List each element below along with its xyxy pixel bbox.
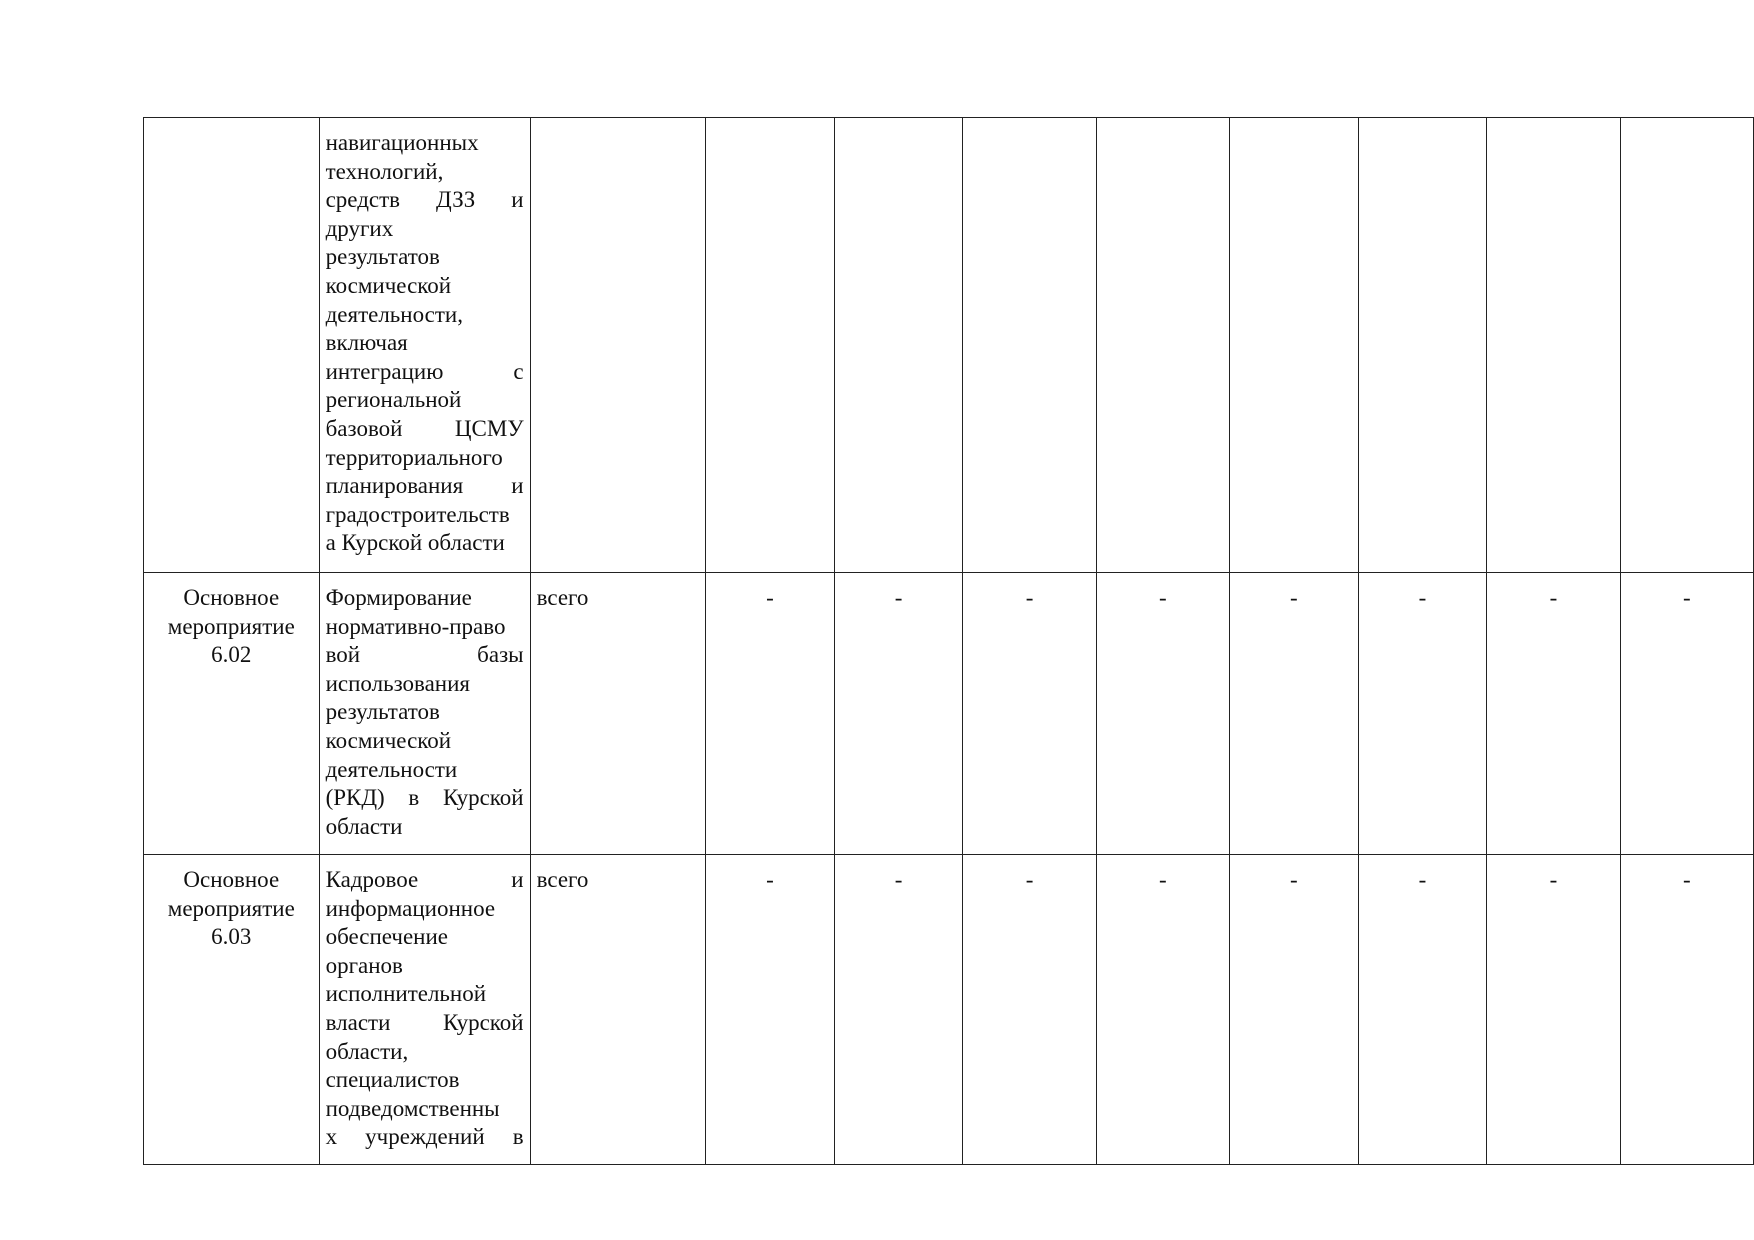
- value-cell: [963, 118, 1096, 573]
- event-name-line: региональной: [325, 387, 462, 413]
- event-name-line: планирования и: [325, 473, 524, 499]
- value-cell: [1487, 118, 1620, 573]
- value-cell: [1096, 118, 1229, 573]
- event-name-line: вой базы: [325, 642, 524, 668]
- event-name-line: нормативно-право: [325, 613, 506, 639]
- event-name-line: космической: [325, 272, 452, 298]
- event-name-line: исполнительной: [325, 981, 487, 1007]
- value-cell: -: [1487, 573, 1620, 855]
- value-cell: -: [834, 573, 963, 855]
- value-cell: -: [1358, 573, 1487, 855]
- event-name-line: интеграцию с: [325, 358, 524, 384]
- event-name-line: (РКД) в Курской: [325, 785, 524, 811]
- event-name-line: результатов: [325, 244, 440, 270]
- event-name-line: навигационных: [325, 130, 479, 155]
- event-code-line: Основное: [183, 867, 280, 892]
- event-name-cell: [319, 573, 530, 855]
- event-code-cell: [144, 573, 320, 855]
- event-name-line: власти Курской: [325, 1009, 524, 1035]
- value-cell: -: [706, 855, 835, 1165]
- event-code-cell: [144, 855, 320, 1165]
- value-cell: [834, 118, 963, 573]
- value-cell: -: [1487, 855, 1620, 1165]
- value-cell: [1358, 118, 1487, 573]
- event-name-line: Кадровое и: [325, 867, 524, 892]
- event-name-line: области: [325, 813, 403, 839]
- event-name-line: Формирование: [325, 585, 472, 610]
- event-name-line: включая: [325, 330, 408, 356]
- value-cell: [706, 118, 835, 573]
- event-name-line: результатов: [325, 699, 440, 725]
- event-name-line: других: [325, 215, 394, 241]
- event-code-cell: [144, 118, 320, 573]
- value-cell: -: [1620, 855, 1753, 1165]
- event-code-line: Основное: [183, 585, 280, 610]
- event-name-line: средств ДЗЗ и: [325, 187, 524, 213]
- event-name-line: территориального: [325, 444, 503, 470]
- value-cell: [1230, 118, 1359, 573]
- funding-source-cell: всего: [530, 855, 705, 1165]
- event-name-line: градостроительств: [325, 501, 510, 527]
- table-row: [144, 855, 1754, 1165]
- table-row: [144, 118, 1754, 573]
- event-code-line: мероприятие: [167, 613, 295, 639]
- event-name-cell: [319, 118, 530, 573]
- event-name-line: а Курской области: [325, 530, 505, 556]
- value-cell: [1620, 118, 1753, 573]
- value-cell: -: [1096, 855, 1229, 1165]
- event-name-line: органов: [325, 952, 403, 978]
- value-cell: -: [963, 573, 1096, 855]
- event-code-line: 6.03: [211, 924, 252, 950]
- event-name-line: базовой ЦСМУ: [325, 415, 524, 441]
- event-name-line: информационное: [325, 895, 496, 921]
- table-row: [144, 573, 1754, 855]
- value-cell: -: [706, 573, 835, 855]
- event-code-line: 6.02: [211, 642, 252, 668]
- value-cell: -: [963, 855, 1096, 1165]
- funding-source-cell: всего: [530, 573, 705, 855]
- event-name-line: подведомственны: [325, 1095, 500, 1121]
- funding-source-cell: [530, 118, 705, 573]
- event-name-line: специалистов: [325, 1067, 460, 1093]
- event-name-line: использования: [325, 670, 470, 696]
- event-code-line: мероприятие: [167, 895, 295, 921]
- event-name-cell: [319, 855, 530, 1165]
- event-name-line: технологий,: [325, 158, 444, 184]
- event-name-line: деятельности: [325, 756, 458, 782]
- value-cell: -: [834, 855, 963, 1165]
- event-name-line: космической: [325, 727, 452, 753]
- value-cell: -: [1230, 573, 1359, 855]
- event-name-line: деятельности,: [325, 301, 463, 327]
- event-name-line: области,: [325, 1038, 409, 1064]
- event-name-line: х учреждений в: [325, 1124, 524, 1150]
- value-cell: -: [1096, 573, 1229, 855]
- value-cell: -: [1620, 573, 1753, 855]
- program-table: [143, 117, 1754, 1165]
- value-cell: -: [1230, 855, 1359, 1165]
- event-name-line: обеспечение: [325, 924, 449, 950]
- value-cell: -: [1358, 855, 1487, 1165]
